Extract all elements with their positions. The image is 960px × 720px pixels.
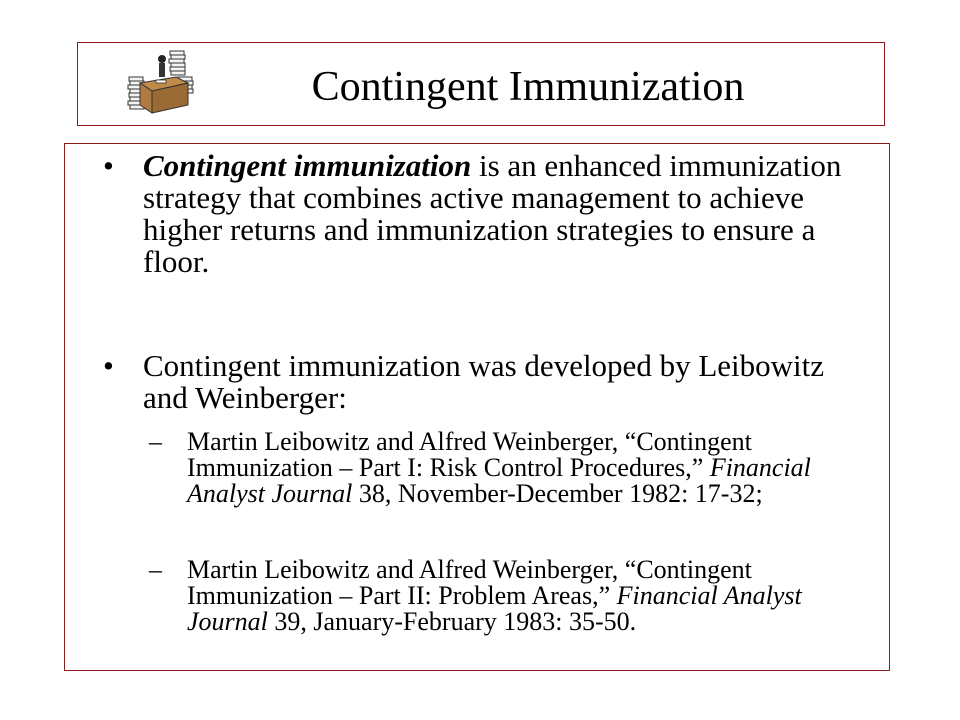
- reference-details: 39, January-February 1983: 35-50.: [267, 607, 637, 636]
- bullet-marker: •: [103, 148, 114, 183]
- office-desk-clipart-icon: [126, 47, 198, 119]
- reference-journal: Financial Analyst Journal: [187, 453, 811, 508]
- reference-details: 38, November-December 1982: 17-32;: [352, 479, 763, 508]
- title-box: [77, 42, 885, 126]
- reference-citation: Martin Leibowitz and Alfred Weinberger, “Contingent Immunization – Part II: Problem Areas,”: [187, 555, 752, 610]
- bullet-text: [143, 150, 863, 278]
- sub-bullet-marker: –: [149, 427, 162, 456]
- bullet-lead-term: Contingent immunization: [143, 148, 472, 183]
- reference-citation: Martin Leibowitz and Alfred Weinberger, “Contingent Immunization – Part I: Risk Control Procedures,”: [187, 427, 752, 482]
- reference-text: [187, 557, 877, 635]
- slide-title: Contingent Immunization: [311, 64, 745, 110]
- sub-bullet-marker: –: [149, 555, 162, 584]
- reference-text: [187, 429, 877, 507]
- bullet-text: Contingent immunization was developed by Leibowitz and Weinberger:: [143, 348, 825, 415]
- reference-journal: Financial Analyst Journal: [187, 581, 802, 636]
- bullet-body: is an enhanced immunization strategy that combines active management to achieve higher returns and immunization strategies to ensure a floor.: [143, 148, 842, 279]
- bullet-marker: •: [103, 348, 114, 383]
- content-box: [64, 143, 890, 671]
